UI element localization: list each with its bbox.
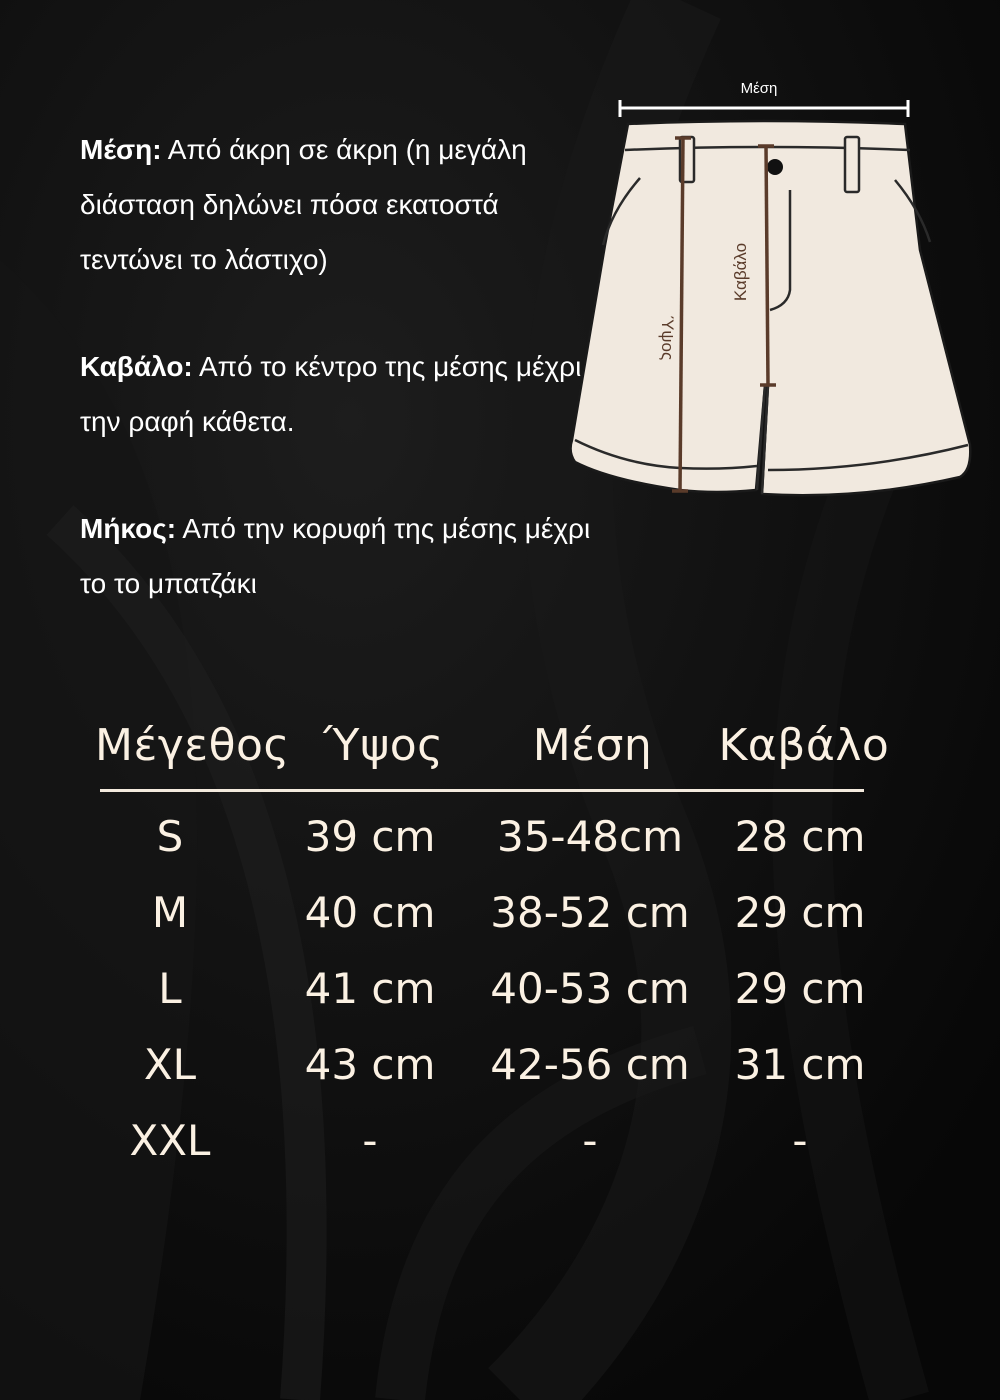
rise-label: Καβάλο [731,242,750,302]
height-label: Ύψος [658,315,677,361]
cell-height: 40 cm [304,887,436,937]
waist-label: Μέση [740,80,778,97]
waist-measure-line [620,100,908,117]
cell-size: XXL [129,1115,211,1165]
button-icon [767,159,783,175]
definition-term: Καβάλο: [80,351,193,382]
cell-height: 41 cm [304,963,436,1013]
cell-rise: 29 cm [734,963,866,1013]
definition-rise [80,339,600,449]
cell-size: M [151,887,189,937]
cell-size: S [156,811,184,861]
header-rise: Καβάλο [718,719,890,771]
header-height: Ύψος [323,719,444,771]
definition-text: Από την κορυφή της μέσης μέχρι το το μπατζάκι [80,513,591,599]
table-row [80,1102,900,1178]
definition-term: Μέση: [80,134,162,165]
size-table [80,715,900,1178]
cell-height: - [362,1115,378,1165]
table-row [80,950,900,1026]
cell-waist: 38-52 cm [490,887,690,937]
shorts-measurement-diagram [560,70,1000,510]
cell-waist: 42-56 cm [490,1039,690,1089]
table-row [80,874,900,950]
cell-waist: 35-48cm [496,811,684,861]
definition-term: Μήκος: [80,513,177,544]
table-row [80,798,900,874]
shorts-outline [571,121,971,495]
measurement-definitions [80,122,600,663]
cell-height: 43 cm [304,1039,436,1089]
definition-waist [80,122,600,287]
cell-rise: - [792,1115,808,1165]
header-size: Μέγεθος [95,719,290,771]
cell-waist: - [582,1115,598,1165]
size-table-header [80,715,900,775]
cell-size: XL [143,1039,197,1089]
cell-rise: 29 cm [734,887,866,937]
header-waist: Μέση [532,719,653,771]
definition-length [80,501,600,611]
cell-height: 39 cm [304,811,436,861]
cell-rise: 31 cm [734,1039,866,1089]
header-divider [100,789,864,792]
definition-text: Από το κέντρο της μέσης μέχρι την ραφή κάθετα. [80,351,582,437]
cell-waist: 40-53 cm [490,963,690,1013]
cell-size: L [158,963,182,1013]
cell-rise: 28 cm [734,811,866,861]
definition-text: Από άκρη σε άκρη (η μεγάλη διάσταση δηλώνει πόσα εκατοστά τεντώνει το λάστιχο) [80,134,527,275]
table-row [80,1026,900,1102]
